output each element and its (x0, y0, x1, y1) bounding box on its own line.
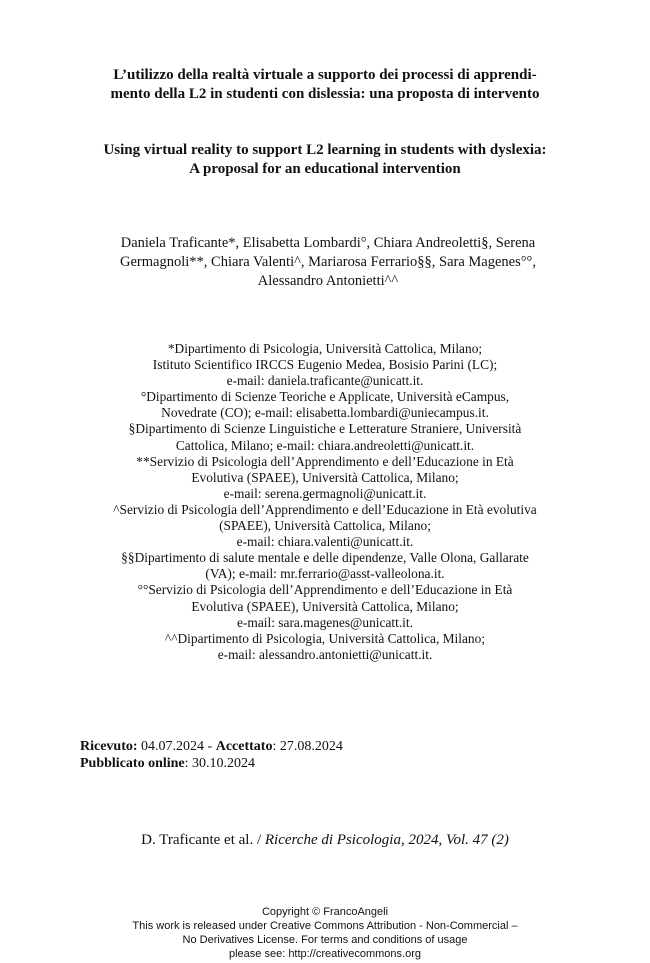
affiliation-item (85, 341, 565, 389)
author-list (88, 234, 568, 291)
affiliation-line: (VA); e-mail: mr.ferrario@asst-valleolona.it. (205, 566, 445, 582)
affiliation-line: Novedrate (CO); e-mail: elisabetta.lombardi@uniecampus.it. (161, 405, 489, 421)
received-date: 04.07.2024 - (137, 739, 216, 754)
affiliation-line: *Dipartimento di Psicologia, Università Cattolica, Milano; (167, 341, 483, 356)
affiliation-line: e-mail: chiara.valenti@unicatt.it. (236, 534, 414, 550)
affiliation-item (85, 582, 565, 630)
citation-journal: Ricerche di Psicologia, 2024, Vol. 47 (2) (264, 832, 509, 848)
affiliation-item (85, 389, 565, 421)
affiliation-line: °Dipartimento di Scienze Teoriche e Applicate, Università eCampus, (140, 389, 510, 405)
affiliation-line: Istituto Scientifico IRCCS Eugenio Medea, Bosisio Parini (LC); (152, 357, 498, 373)
received-accepted-line (80, 738, 343, 755)
received-label: Ricevuto: (80, 739, 138, 754)
affiliation-item (85, 454, 565, 502)
italian-title-line-2: mento della L2 in studenti con dislessia: una proposta di intervento (110, 86, 540, 102)
published-date: : 30.10.2024 (184, 756, 256, 771)
affiliation-line: ^Servizio di Psicologia dell’Apprendimento e dell’Educazione in Età evolutiva (113, 501, 537, 517)
affiliation-line: e-mail: alessandro.antonietti@unicatt.it. (217, 646, 433, 662)
affiliation-item (85, 502, 565, 550)
italian-title-line-1: L’utilizzo della realtà virtuale a supporto dei processi di apprendi- (113, 67, 537, 83)
published-label: Pubblicato online (80, 756, 185, 771)
journal-citation (0, 832, 650, 849)
copyright-notice (0, 905, 650, 961)
english-title-line-1: Using virtual reality to support L2 learning in students with dyslexia: (103, 142, 547, 158)
italian-title (60, 66, 590, 104)
affiliation-line: Evolutiva (SPAEE), Università Cattolica, Milano; (191, 598, 459, 614)
copyright-line-1: Copyright © FrancoAngeli (261, 906, 389, 918)
affiliation-item (85, 421, 565, 453)
affiliation-line: §§Dipartimento di salute mentale e delle dipendenze, Valle Olona, Gallarate (121, 550, 529, 566)
copyright-line-4: please see: http://creativecommons.org (229, 948, 421, 960)
accepted-label: Accettato (215, 739, 273, 754)
affiliation-line: (SPAEE), Università Cattolica, Milano; (219, 518, 431, 534)
affiliation-line: Cattolica, Milano; e-mail: chiara.andreoletti@unicatt.it. (175, 437, 475, 453)
affiliation-list (85, 341, 565, 663)
affiliation-item (85, 631, 565, 663)
author-line-1: Daniela Traficante*, Elisabetta Lombardi°, Chiara Andreoletti§, Serena (120, 235, 536, 251)
accepted-date: : 27.08.2024 (272, 739, 343, 754)
english-title (60, 141, 590, 179)
affiliation-line: §Dipartimento di Scienze Linguistiche e Letterature Straniere, Università (128, 421, 522, 437)
copyright-line-2: This work is released under Creative Commons Attribution - Non-Commercial – (132, 920, 518, 932)
submission-dates (80, 738, 343, 772)
affiliation-line: **Servizio di Psicologia dell’Apprendimento e dell’Educazione in Età (136, 453, 514, 469)
affiliation-item (85, 550, 565, 582)
affiliation-line: ^^Dipartimento di Psicologia, Università Cattolica, Milano; (164, 630, 486, 646)
citation-authors: D. Traficante et al. / (141, 832, 265, 848)
affiliation-line: Evolutiva (SPAEE), Università Cattolica, Milano; (191, 469, 459, 485)
affiliation-line: e-mail: serena.germagnoli@unicatt.it. (223, 485, 427, 501)
affiliation-line: e-mail: sara.magenes@unicatt.it. (237, 614, 413, 630)
affiliation-line: e-mail: daniela.traficante@unicatt.it. (226, 373, 424, 389)
author-line-2: Germagnoli**, Chiara Valenti^, Mariarosa Ferrario§§, Sara Magenes°°, (120, 254, 536, 270)
copyright-line-3: No Derivatives License. For terms and conditions of usage (182, 934, 468, 946)
english-title-line-2: A proposal for an educational intervention (189, 161, 461, 177)
author-line-3: Alessandro Antonietti^^ (257, 273, 399, 289)
affiliation-line: °°Servizio di Psicologia dell’Apprendimento e dell’Educazione in Età (137, 582, 513, 598)
published-line (80, 755, 343, 772)
